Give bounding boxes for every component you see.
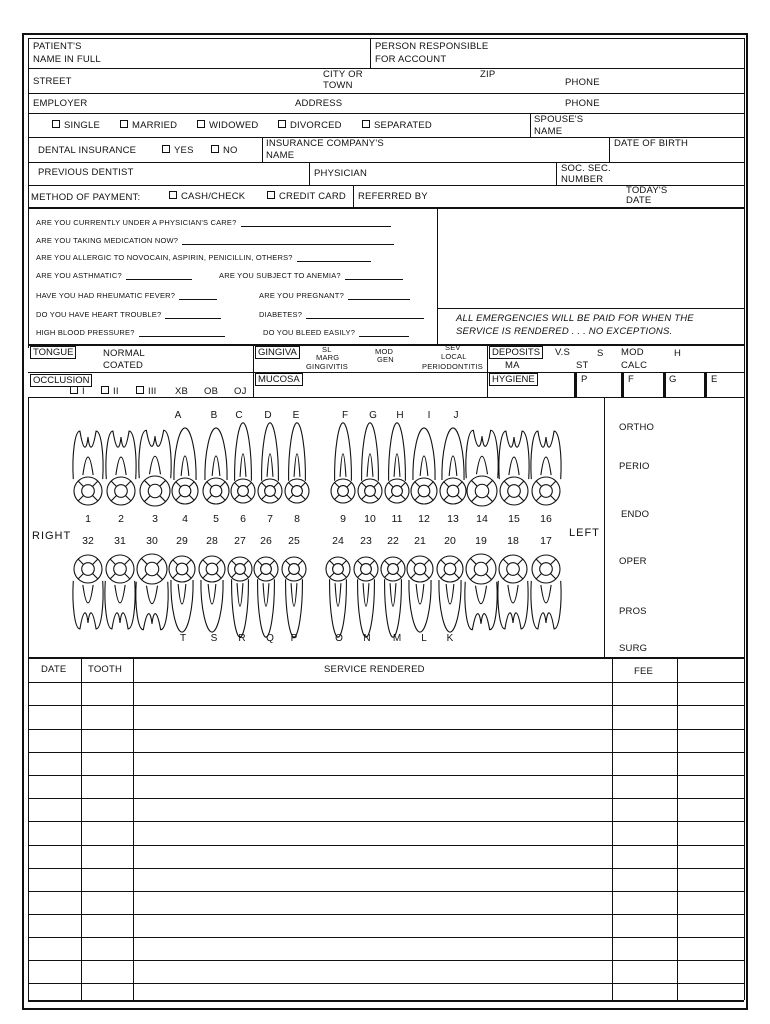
primary-tooth-P: P — [290, 633, 298, 644]
deposits-mod[interactable]: MOD — [621, 347, 644, 358]
tooth-26[interactable] — [254, 557, 278, 637]
occlusion-xb[interactable]: XB — [175, 386, 189, 397]
tooth-number-30: 30 — [146, 535, 158, 547]
question-asthmatic[interactable]: ARE YOU ASTHMATIC? — [36, 272, 192, 280]
tooth-10[interactable] — [358, 423, 382, 503]
primary-tooth-Q: Q — [266, 633, 274, 644]
tooth-number-1: 1 — [85, 513, 91, 525]
tooth-14[interactable] — [466, 430, 498, 506]
tooth-16[interactable] — [531, 431, 561, 505]
service-row-line[interactable] — [28, 1000, 744, 1002]
primary-tooth-J: J — [453, 410, 459, 421]
payment-credit-card[interactable]: CREDIT CARD — [267, 191, 346, 202]
marital-single[interactable]: SINGLE — [52, 120, 100, 131]
service-row-line[interactable] — [28, 845, 744, 846]
phone-label[interactable]: PHONE — [565, 77, 600, 88]
tooth-number-17: 17 — [540, 535, 552, 547]
tooth-number-31: 31 — [114, 535, 126, 547]
tooth-4[interactable] — [172, 428, 198, 504]
tooth-13[interactable] — [440, 428, 466, 504]
tooth-number-15: 15 — [508, 513, 520, 525]
periodontitis-label: PERIODONTITIS — [422, 362, 483, 371]
tooth-5[interactable] — [203, 428, 229, 504]
primary-tooth-I: I — [427, 410, 431, 421]
gingivitis-label: GINGIVITIS — [306, 362, 349, 371]
marital-married[interactable]: MARRIED — [120, 120, 177, 131]
tooth-number-23: 23 — [360, 535, 372, 547]
insurance-company-label: INSURANCE COMPANY'S — [266, 138, 384, 149]
hygiene-label: HYGIENE — [489, 373, 538, 386]
primary-tooth-L: L — [421, 633, 427, 644]
question-medication[interactable]: ARE YOU TAKING MEDICATION NOW? — [36, 237, 394, 245]
tooth-number-8: 8 — [294, 513, 300, 525]
tooth-9[interactable] — [331, 423, 355, 503]
tooth-number-13: 13 — [447, 513, 459, 525]
divider — [677, 657, 678, 1000]
service-row-line[interactable] — [28, 937, 744, 938]
deposits-label: DEPOSITS — [489, 346, 543, 359]
tooth-27[interactable] — [228, 557, 252, 637]
city-or-label: CITY OR — [323, 69, 363, 80]
occlusion-class-ii[interactable]: II — [101, 386, 119, 397]
service-row-line[interactable] — [28, 891, 744, 892]
service-row-line[interactable] — [28, 705, 744, 706]
emergency-notice-line1: ALL EMERGENCIES WILL BE PAID FOR WHEN THE — [456, 313, 694, 324]
marital-separated[interactable]: SEPARATED — [362, 120, 432, 131]
tooth-number-25: 25 — [288, 535, 300, 547]
tooth-19[interactable] — [465, 554, 497, 630]
street-field[interactable]: STREET — [33, 76, 72, 87]
tooth-number-5: 5 — [213, 513, 219, 525]
deposits-ma[interactable]: MA — [505, 360, 520, 371]
spouse-name-label[interactable]: NAME — [534, 126, 563, 137]
tooth-22[interactable] — [381, 557, 405, 637]
specialty-endo[interactable]: ENDO — [621, 509, 650, 520]
tooth-7[interactable] — [258, 423, 282, 503]
person-responsible-label: PERSON RESPONSIBLE — [375, 41, 489, 52]
primary-tooth-K: K — [446, 633, 454, 644]
specialty-ortho[interactable]: ORTHO — [619, 422, 655, 433]
service-row-line[interactable] — [28, 729, 744, 730]
left-border — [28, 657, 29, 1000]
tooth-3[interactable] — [139, 430, 171, 506]
question-heart-trouble[interactable]: DO YOU HAVE HEART TROUBLE? — [36, 311, 221, 319]
patients-label: PATIENT'S — [33, 41, 82, 52]
tooth-number-27: 27 — [234, 535, 246, 547]
deposits-st[interactable]: ST — [576, 360, 589, 371]
service-row-line[interactable] — [28, 752, 744, 753]
question-pregnant[interactable]: ARE YOU PREGNANT? — [259, 292, 410, 300]
tooth-2[interactable] — [106, 431, 136, 505]
sl-marg-2[interactable]: MARG — [316, 353, 340, 362]
deposits-h[interactable]: H — [674, 348, 682, 359]
occlusion-class-iii[interactable]: III — [136, 386, 157, 397]
tooth-number-14: 14 — [476, 513, 488, 525]
service-row-line[interactable] — [28, 914, 744, 915]
tooth-number-4: 4 — [182, 513, 188, 525]
right-side-label: RIGHT — [32, 530, 72, 542]
primary-tooth-G: G — [369, 410, 377, 421]
tooth-number-21: 21 — [414, 535, 426, 547]
tooth-number-10: 10 — [364, 513, 376, 525]
name-in-full-label: NAME IN FULL — [33, 54, 101, 65]
specialty-oper[interactable]: OPER — [619, 556, 647, 567]
tooth-18[interactable] — [498, 555, 528, 629]
divider — [612, 657, 613, 1000]
primary-tooth-N: N — [363, 633, 371, 644]
primary-tooth-H: H — [396, 410, 404, 421]
primary-tooth-C: C — [235, 410, 243, 421]
marital-widowed[interactable]: WIDOWED — [197, 120, 258, 131]
question-rheumatic-fever[interactable]: HAVE YOU HAD RHEUMATIC FEVER? — [36, 292, 217, 300]
tooth-number-16: 16 — [540, 513, 552, 525]
tooth-number-12: 12 — [418, 513, 430, 525]
dental-insurance-label: DENTAL INSURANCE — [38, 145, 137, 156]
tooth-6[interactable] — [231, 423, 255, 503]
date-label[interactable]: DATE — [626, 195, 652, 206]
tooth-15[interactable] — [499, 431, 529, 505]
payment-cash-check[interactable]: CASH/CHECK — [169, 191, 245, 202]
hygiene-g[interactable]: G — [669, 374, 677, 385]
specialty-perio[interactable]: PERIO — [619, 461, 650, 472]
soc-sec-label: SOC. SEC. — [561, 163, 611, 174]
occlusion-oj[interactable]: OJ — [234, 386, 247, 397]
primary-tooth-R: R — [238, 633, 246, 644]
specialty-pros[interactable]: PROS — [619, 606, 647, 617]
service-row-line[interactable] — [28, 821, 744, 822]
tooth-number-29: 29 — [176, 535, 188, 547]
tooth-24[interactable] — [326, 557, 350, 637]
tooth-1[interactable] — [73, 431, 103, 505]
mod-gen-1[interactable]: MOD — [375, 347, 394, 356]
deposits-calc[interactable]: CALC — [621, 360, 648, 371]
tooth-number-22: 22 — [387, 535, 399, 547]
row-border — [28, 657, 744, 659]
tooth-29[interactable] — [169, 556, 195, 632]
tongue-coated[interactable]: COATED — [103, 360, 144, 371]
tooth-28[interactable] — [199, 556, 225, 632]
divider — [81, 657, 82, 1000]
hygiene-e[interactable]: E — [711, 374, 718, 385]
tooth-number-7: 7 — [267, 513, 273, 525]
phone2-label[interactable]: PHONE — [565, 98, 600, 109]
todays-label: TODAY'S — [626, 185, 668, 196]
occlusion-ob[interactable]: OB — [204, 386, 219, 397]
primary-tooth-O: O — [335, 633, 343, 644]
tooth-number-3: 3 — [152, 513, 158, 525]
tooth-31[interactable] — [105, 555, 135, 629]
tooth-8[interactable] — [285, 423, 309, 503]
insurance-no[interactable]: NO — [211, 145, 238, 156]
gingiva-label: GINGIVA — [255, 346, 300, 359]
right-border — [744, 657, 745, 1000]
tooth-number-11: 11 — [391, 513, 403, 525]
hygiene-f[interactable]: F — [628, 374, 635, 385]
primary-tooth-D: D — [264, 410, 272, 421]
date-column-header: DATE — [41, 664, 67, 675]
for-account-label: FOR ACCOUNT — [375, 54, 447, 65]
insurance-yes[interactable]: YES — [162, 145, 194, 156]
tooth-column-header: TOOTH — [88, 664, 123, 675]
spouses-label: SPOUSE'S — [534, 114, 584, 125]
tooth-number-6: 6 — [240, 513, 246, 525]
previous-dentist-label[interactable]: PREVIOUS DENTIST — [38, 167, 134, 178]
sl-marg-1: SL — [322, 345, 332, 354]
tooth-number-19: 19 — [475, 535, 487, 547]
question-blood-pressure[interactable]: HIGH BLOOD PRESSURE? — [36, 329, 225, 337]
tooth-number-2: 2 — [118, 513, 124, 525]
fee-column-header: FEE — [634, 666, 654, 677]
primary-tooth-M: M — [392, 633, 402, 644]
tooth-32[interactable] — [73, 555, 103, 629]
referred-by-label[interactable]: REFERRED BY — [358, 191, 428, 202]
tooth-21[interactable] — [407, 556, 433, 632]
question-physician-care[interactable]: ARE YOU CURRENTLY UNDER A PHYSICIAN'S CARE? — [36, 219, 391, 227]
tooth-number-26: 26 — [260, 535, 272, 547]
physician-label[interactable]: PHYSICIAN — [314, 168, 368, 179]
deposits-s[interactable]: S — [597, 348, 604, 359]
left-side-label: LEFT — [569, 527, 600, 539]
service-row-line[interactable] — [28, 960, 744, 961]
tooth-20[interactable] — [437, 556, 463, 632]
marital-divorced[interactable]: DIVORCED — [278, 120, 342, 131]
town-label: TOWN — [323, 80, 353, 91]
tooth-number-9: 9 — [340, 513, 346, 525]
date-of-birth-label[interactable]: DATE OF BIRTH — [614, 138, 689, 149]
tooth-17[interactable] — [531, 555, 561, 629]
tongue-normal[interactable]: NORMAL — [103, 348, 145, 359]
tongue-label: TONGUE — [30, 346, 76, 359]
divider — [133, 657, 134, 1000]
address-label[interactable]: ADDRESS — [295, 98, 343, 109]
tooth-30[interactable] — [136, 554, 168, 630]
emergency-notice-line2: SERVICE IS RENDERED . . . NO EXCEPTIONS. — [456, 326, 673, 337]
primary-tooth-A: A — [174, 410, 182, 421]
tooth-11[interactable] — [385, 423, 409, 503]
sev-local-2[interactable]: LOCAL — [441, 352, 467, 361]
tooth-12[interactable] — [411, 428, 437, 504]
hygiene-p[interactable]: P — [581, 374, 588, 385]
lower-teeth — [73, 554, 561, 637]
employer-field[interactable]: EMPLOYER — [33, 98, 88, 109]
tooth-number-20: 20 — [444, 535, 456, 547]
service-row-line[interactable] — [28, 775, 744, 776]
service-row-line[interactable] — [28, 868, 744, 869]
mucosa-label: MUCOSA — [255, 373, 303, 386]
tooth-number-28: 28 — [206, 535, 218, 547]
tooth-25[interactable] — [282, 557, 306, 637]
primary-tooth-B: B — [210, 410, 218, 421]
tooth-number-32: 32 — [82, 535, 94, 547]
service-row-line[interactable] — [28, 798, 744, 799]
service-row-line[interactable] — [28, 682, 744, 683]
question-diabetes[interactable]: DIABETES? — [259, 311, 424, 319]
occlusion-class-i[interactable]: I — [70, 386, 85, 397]
tooth-number-24: 24 — [332, 535, 344, 547]
primary-tooth-T: T — [179, 633, 187, 644]
insurance-name-label[interactable]: NAME — [266, 150, 295, 161]
number-label[interactable]: NUMBER — [561, 174, 604, 185]
primary-tooth-F: F — [341, 410, 349, 421]
sev-local-1: SEV — [445, 343, 461, 352]
specialty-surg[interactable]: SURG — [619, 643, 648, 654]
upper-teeth — [73, 423, 561, 506]
question-bleed-easily[interactable]: DO YOU BLEED EASILY? — [263, 329, 409, 337]
primary-tooth-E: E — [292, 410, 300, 421]
occlusion-label: OCCLUSION — [30, 374, 92, 387]
mod-gen-2: GEN — [377, 355, 394, 364]
tooth-number-18: 18 — [507, 535, 519, 547]
question-allergic[interactable]: ARE YOU ALLERGIC TO NOVOCAIN, ASPIRIN, PENICILLIN, OTHERS? — [36, 254, 371, 262]
method-of-payment-label: METHOD OF PAYMENT: — [31, 192, 141, 203]
service-column-header: SERVICE RENDERED — [324, 664, 425, 675]
deposits-vs[interactable]: V.S — [555, 347, 571, 358]
zip-label[interactable]: ZIP — [480, 69, 496, 80]
question-anemia[interactable]: ARE YOU SUBJECT TO ANEMIA? — [219, 272, 403, 280]
service-row-line[interactable] — [28, 983, 744, 984]
tooth-23[interactable] — [354, 557, 378, 637]
primary-tooth-S: S — [210, 633, 218, 644]
